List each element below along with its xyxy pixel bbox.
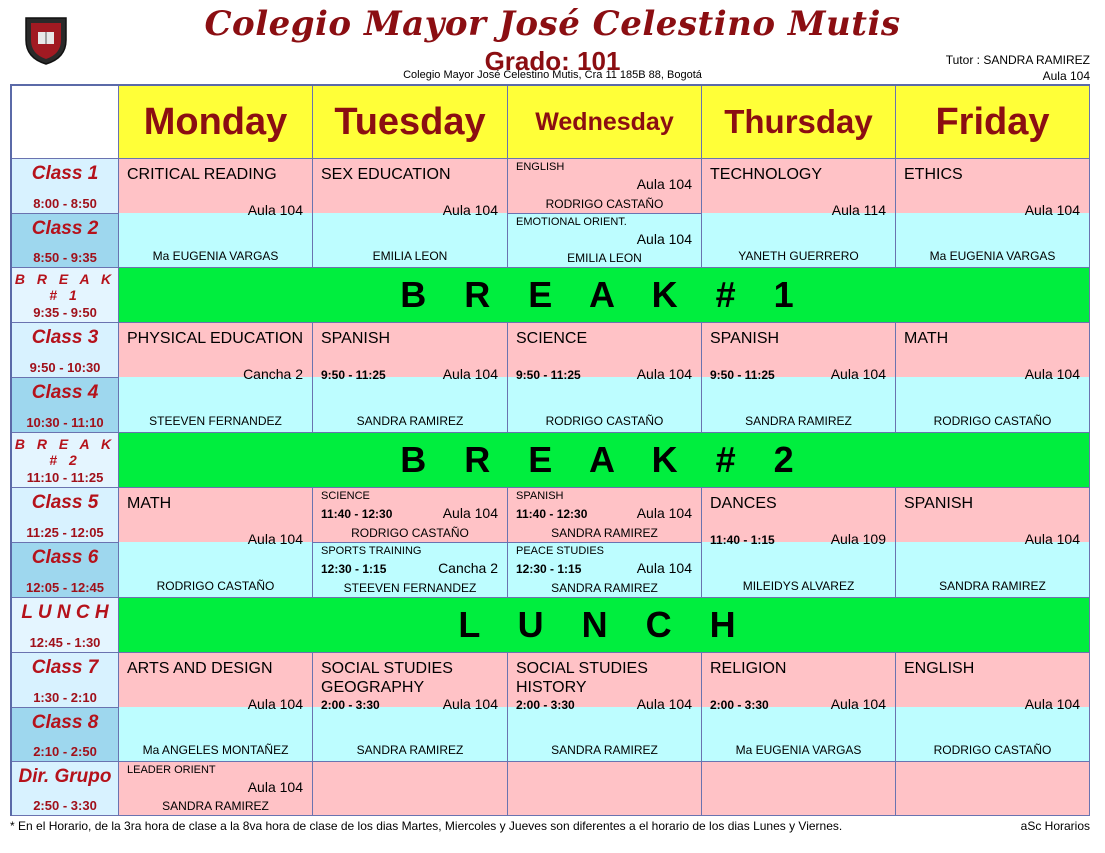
corner-cell [12,86,119,159]
lesson-teacher: YANETH GUERRERO [738,249,859,263]
lesson-room: Aula 104 [247,202,303,218]
lesson-subject: MATH [904,330,949,347]
lesson-subject: SCIENCE [321,490,370,502]
lesson-teacher: RODRIGO CASTAÑO [156,579,275,593]
lesson-room: Aula 104 [442,505,498,521]
lesson-subject: SPORTS TRAINING [321,545,422,557]
lesson-teacher: MILEIDYS ALVAREZ [742,579,855,593]
day-label: Monday [143,100,288,143]
lesson-cell[interactable] [313,323,508,433]
period-label [12,653,119,708]
lesson-cell[interactable] [896,653,1090,762]
empty-cell [313,762,508,816]
lesson-teacher: SANDRA RAMIREZ [745,414,852,428]
lesson-cell[interactable] [896,159,1090,268]
lesson-teacher: SANDRA RAMIREZ [162,799,269,813]
lesson-teacher: EMILIA LEON [567,251,642,265]
period-label [12,214,119,268]
lesson-cell[interactable] [508,488,702,543]
lesson-time: 9:50 - 11:25 [321,368,386,382]
period-name: Class 2 [31,218,99,239]
lesson-time: 11:40 - 12:30 [321,507,393,521]
lesson-subject: SOCIAL STUDIES GEOGRAPHY [321,660,453,696]
lesson-room: Aula 104 [442,696,498,712]
lesson-cell[interactable] [896,323,1090,433]
period-label [12,598,119,653]
lesson-room: Aula 104 [636,505,692,521]
lesson-teacher: STEEVEN FERNANDEZ [343,581,477,595]
lesson-room: Aula 104 [636,696,692,712]
lesson-cell[interactable] [508,653,702,762]
lesson-room: Aula 104 [636,366,692,382]
lesson-time: 11:40 - 12:30 [516,507,588,521]
lesson-room: Aula 104 [442,202,498,218]
lesson-cell[interactable] [119,323,313,433]
lesson-room: Aula 104 [830,366,886,382]
day-header [119,86,313,159]
lesson-subject: RELIGION [710,660,787,677]
period-label [12,488,119,543]
lesson-cell[interactable] [313,543,508,598]
lesson-subject: PEACE STUDIES [516,545,605,557]
lesson-cell[interactable] [508,214,702,268]
lesson-cell[interactable] [702,323,896,433]
lesson-room: Aula 104 [1024,366,1080,382]
day-header [313,86,508,159]
period-time: 11:25 - 12:05 [26,525,104,540]
period-name: Class 6 [31,547,99,568]
period-label [12,543,119,598]
lesson-time: 12:30 - 1:15 [321,562,387,576]
school-title: Colegio Mayor José Celestino Mutis [204,4,901,44]
lesson-room: Aula 104 [247,531,303,547]
lesson-subject: CRITICAL READING [127,166,277,183]
lesson-subject: TECHNOLOGY [710,166,823,183]
lesson-cell[interactable] [702,159,896,268]
lesson-cell[interactable] [313,488,508,543]
lesson-subject: SPANISH [710,330,780,347]
period-label [12,762,119,816]
period-name: Dir. Grupo [18,766,112,787]
lesson-subject: SPANISH [904,495,974,512]
lesson-cell[interactable] [508,543,702,598]
lesson-teacher: Ma ANGELES MONTAÑEZ [142,743,289,757]
lesson-room: Aula 104 [636,560,692,576]
lesson-cell[interactable] [702,488,896,598]
lesson-teacher: SANDRA RAMIREZ [356,743,464,757]
period-label [12,708,119,762]
lesson-subject: ENGLISH [904,660,975,677]
lesson-room: Aula 104 [442,366,498,382]
lesson-room: Cancha 2 [243,366,303,382]
break-label: B R E A K # 1 [400,274,808,315]
day-label: Thursday [724,103,873,140]
lesson-teacher: SANDRA RAMIREZ [551,581,658,595]
period-label [12,268,119,323]
period-time: 12:05 - 12:45 [25,580,105,595]
lesson-teacher: SANDRA RAMIREZ [939,579,1046,593]
lesson-teacher: Ma EUGENIA VARGAS [735,743,862,757]
lesson-teacher: EMILIA LEON [372,249,448,263]
break-banner [119,598,1090,653]
lesson-cell[interactable] [313,159,508,268]
period-time: 9:50 - 10:30 [29,360,101,375]
lesson-room: Aula 104 [830,696,886,712]
empty-cell [896,762,1090,816]
lesson-teacher: RODRIGO CASTAÑO [545,197,664,211]
period-time: 9:35 - 9:50 [33,305,97,320]
lesson-teacher: SANDRA RAMIREZ [551,526,658,540]
period-label [12,159,119,214]
empty-cell [702,762,896,816]
lesson-subject: DANCES [710,495,777,512]
period-time: 11:10 - 11:25 [26,470,104,485]
lesson-subject: ETHICS [904,166,963,183]
period-name: Class 4 [31,382,99,403]
lesson-time: 2:00 - 3:30 [321,698,380,712]
lesson-room: Aula 104 [1024,202,1080,218]
day-label: Wednesday [535,107,674,136]
period-name: B R E A K # 2 [14,436,116,468]
lesson-subject: SOCIAL STUDIES HISTORY [516,660,648,696]
lesson-teacher: RODRIGO CASTAÑO [933,743,1052,757]
period-time: 2:10 - 2:50 [33,744,97,759]
lesson-cell[interactable] [508,323,702,433]
footnote: * En el Horario, de la 3ra hora de clase a la 8va hora de clase de los dias Martes, Miercoles y Jueves son diferentes a el horario de los dias Lunes y Viernes. [10,819,843,833]
lesson-room: Aula 104 [636,176,692,192]
period-label [12,378,119,433]
lesson-teacher: SANDRA RAMIREZ [551,743,658,757]
lesson-room: Aula 104 [247,779,303,795]
lesson-cell[interactable] [119,488,313,598]
empty-cell [508,762,702,816]
lesson-teacher: RODRIGO CASTAÑO [351,526,469,540]
period-time: 12:45 - 1:30 [29,635,101,650]
period-name: Class 7 [31,657,99,678]
lesson-time: 11:40 - 1:15 [710,533,775,547]
lesson-room: Aula 104 [1024,531,1080,547]
grade-label: Grado: 101 [484,46,621,76]
lesson-time: 9:50 - 11:25 [516,368,581,382]
school-address: Colegio Mayor José Celestino Mutis, Cra 11 185B 88, Bogotá [403,69,702,81]
period-name: Class 1 [31,163,99,184]
lesson-subject: PHYSICAL EDUCATION [127,330,304,347]
lesson-teacher: STEEVEN FERNANDEZ [149,414,282,428]
lesson-time: 12:30 - 1:15 [516,562,582,576]
period-label [12,323,119,378]
break-banner [119,433,1090,488]
lesson-room: Aula 104 [247,696,303,712]
lesson-teacher: SANDRA RAMIREZ [356,414,464,428]
lesson-subject: SEX EDUCATION [321,166,451,183]
lesson-cell[interactable] [508,159,702,214]
period-label [12,433,119,488]
lesson-subject: SPANISH [321,330,391,347]
lesson-time: 9:50 - 11:25 [710,368,775,382]
lesson-subject: SCIENCE [516,330,588,347]
classroom-label: Aula 104 [1042,69,1090,83]
lesson-subject: SPANISH [516,490,564,502]
lesson-teacher: RODRIGO CASTAÑO [933,414,1052,428]
lesson-cell[interactable] [119,159,313,268]
period-name: B R E A K # 1 [14,271,116,303]
lesson-subject: EMOTIONAL ORIENT. [516,216,627,228]
period-name: Class 3 [31,327,99,348]
day-header [508,86,702,159]
period-time: 8:50 - 9:35 [33,250,97,265]
lesson-teacher: Ma EUGENIA VARGAS [929,249,1056,263]
period-name: L U N C H [21,602,109,623]
tutor-label: Tutor : SANDRA RAMIREZ [945,53,1090,67]
lesson-cell[interactable] [702,653,896,762]
day-label: Friday [935,100,1050,143]
lesson-teacher: Ma EUGENIA VARGAS [152,249,279,263]
software-brand: aSc Horarios [1020,819,1090,833]
break-label: L U N C H [458,604,750,645]
lesson-subject: LEADER ORIENT [127,764,216,776]
timetable-grid [10,84,1090,816]
lesson-subject: ARTS AND DESIGN [127,660,273,677]
lesson-subject: MATH [127,495,172,512]
lesson-time: 2:00 - 3:30 [710,698,769,712]
lesson-room: Aula 109 [830,531,886,547]
lesson-room: Aula 104 [636,231,692,247]
lesson-room: Cancha 2 [438,560,498,576]
lesson-cell[interactable] [119,762,313,816]
period-time: 8:00 - 8:50 [33,196,97,211]
period-name: Class 8 [31,712,99,733]
lesson-subject: ENGLISH [516,161,565,173]
lesson-time: 2:00 - 3:30 [516,698,575,712]
period-time: 2:50 - 3:30 [33,798,97,813]
break-banner [119,268,1090,323]
lesson-cell[interactable] [313,653,508,762]
period-time: 10:30 - 11:10 [26,415,104,430]
day-label: Tuesday [334,100,486,143]
day-header [896,86,1090,159]
lesson-room: Aula 104 [1024,696,1080,712]
lesson-cell[interactable] [119,653,313,762]
period-time: 1:30 - 2:10 [33,690,97,705]
lesson-teacher: RODRIGO CASTAÑO [545,414,664,428]
day-header [702,86,896,159]
lesson-room: Aula 114 [831,202,886,218]
break-label: B R E A K # 2 [400,439,808,480]
period-name: Class 5 [31,492,99,513]
lesson-cell[interactable] [896,488,1090,598]
